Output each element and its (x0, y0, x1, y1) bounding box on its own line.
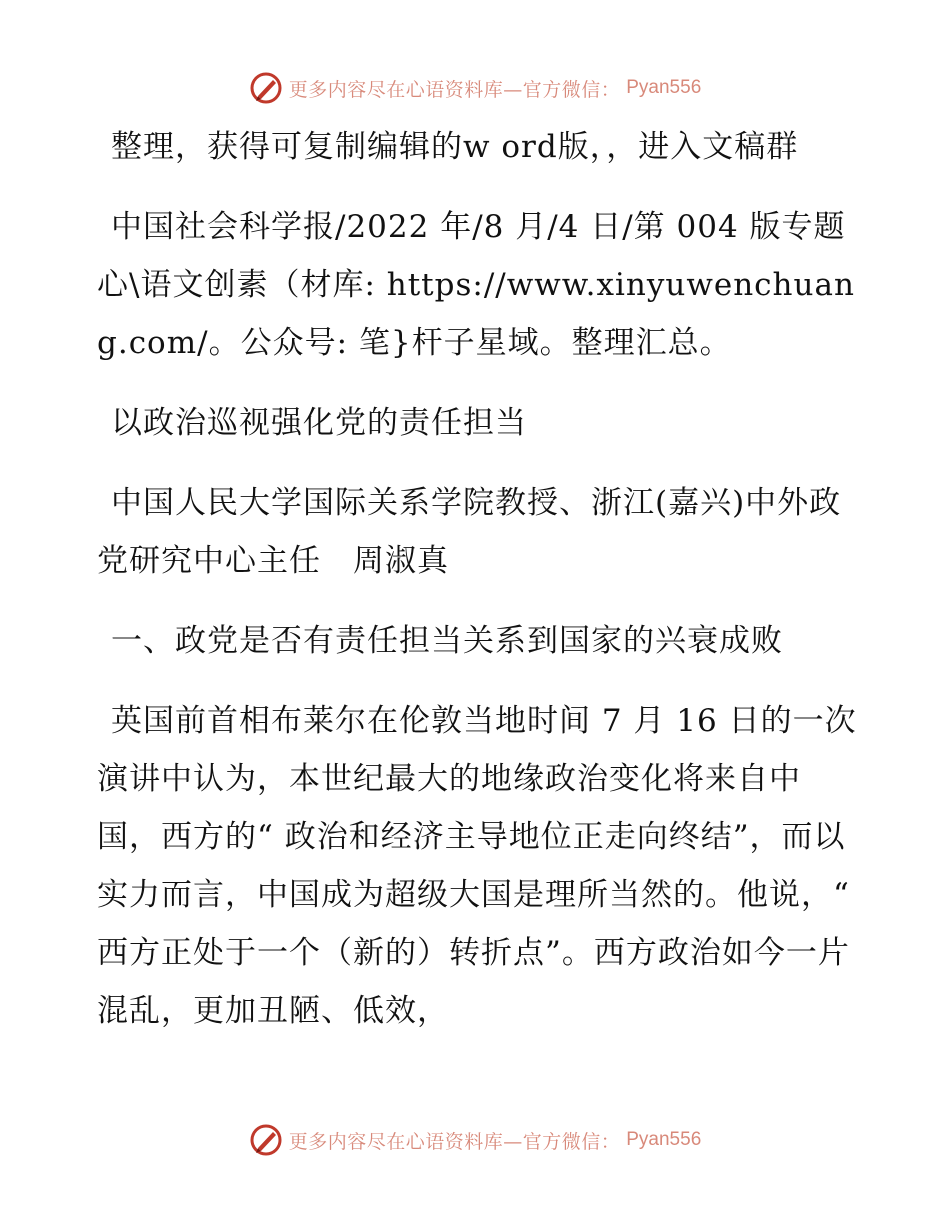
body-paragraph: 英国前首相布莱尔在伦敦当地时间 7 月 16 日的一次演讲中认为，本世纪最大的地缘政治变化将来自中国，西方的“ 政治和经济主导地位正走向终结”，而以实力而言，中国成为超级大国是理所当然的。他说，“ 西方正处于一个（新的）转折点”。西方政治如今一片混乱，更加丑陋、低效， (97, 703, 857, 1029)
watermark-wechat-id: Pyan556 (626, 1129, 702, 1150)
author-line: 中国人民大学国际关系学院教授、浙江(嘉兴)中外政党研究中心主任 周淑真 (97, 485, 842, 579)
intro-note: 整理，获得可复制编辑的w ord版，，进入文稿群 (111, 129, 799, 165)
source-citation: 中国社会科学报/2022 年/8 月/4 日/第 004 版专题心\语文创素（材库: https://www.xinyuwenchuang.com/。公众号: 笔}杆子星域。整理汇总。 (97, 209, 855, 361)
pen-logo-icon (249, 1123, 283, 1157)
watermark-text: 更多内容尽在心语资料库—官方微信： (288, 78, 621, 101)
section-heading: 一、政党是否有责任担当关系到国家的兴衰成败 (111, 623, 783, 659)
watermark-wechat-id: Pyan556 (626, 77, 702, 98)
document-body (97, 118, 857, 1062)
footer-watermark (0, 1120, 950, 1160)
article-title: 以政治巡视强化党的责任担当 (111, 405, 527, 441)
header-watermark (0, 68, 950, 108)
pen-logo-icon (249, 71, 283, 105)
watermark-text: 更多内容尽在心语资料库—官方微信： (288, 1130, 621, 1153)
